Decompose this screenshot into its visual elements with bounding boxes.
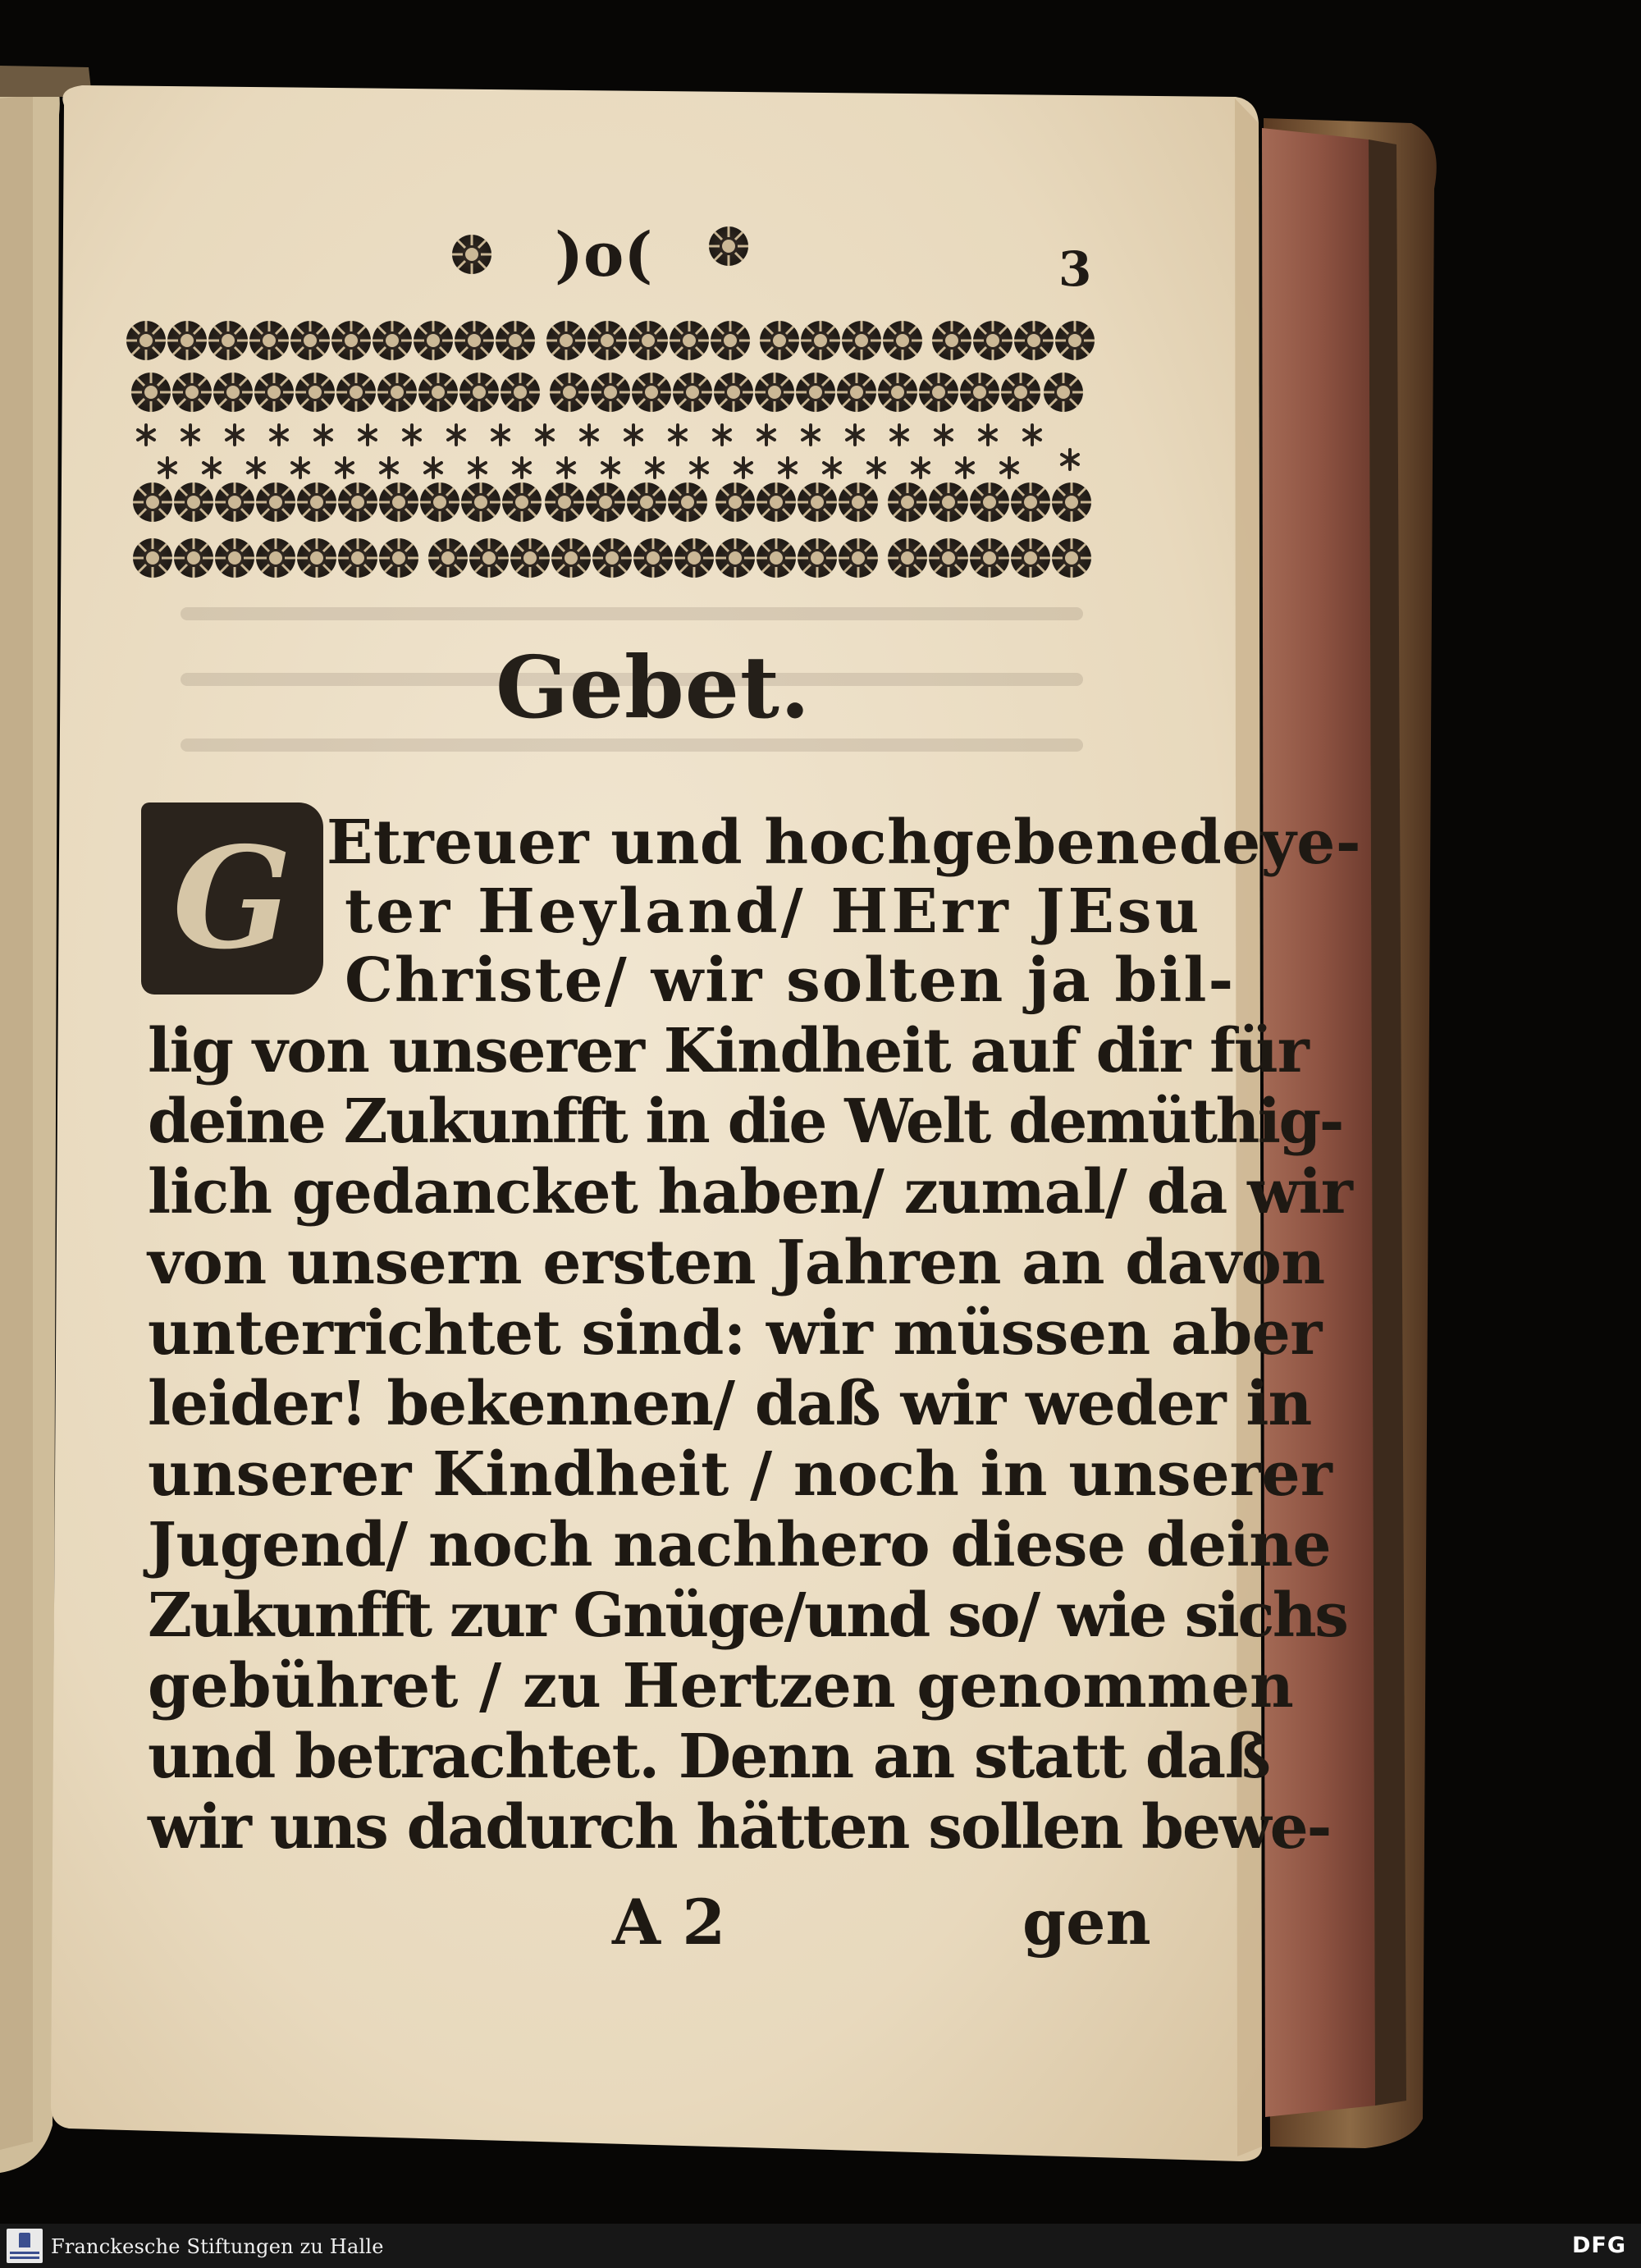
institution-logo-icon [7,2229,43,2263]
body-line-15: wir uns dadurch hätten sollen bewe- [148,1792,1331,1863]
ornament-row-rosettes-4 [133,538,1091,578]
body-line-3: Christe/ wir solten ja bil- [345,945,1236,1016]
footer-institution: Franckesche Stiftungen zu Halle [51,2235,384,2258]
ornament-row-rosettes-1 [126,321,1095,360]
body-line-6: lich gedancket haben/ zumal/ da wir [148,1157,1352,1228]
drop-cap-letter: G [172,816,292,981]
page-title: Gebet. [496,637,811,738]
body-line-1: Etreuer und hochgebenedeye- [327,807,1362,878]
body-line-12: Zukunfft zur Gnüge/und so/ wie sichs [148,1580,1347,1651]
left-page-shadow [0,95,33,2150]
drop-cap-initial [141,802,323,995]
head-ornament-rosette-right [709,226,748,266]
footer-bar [0,2224,1641,2268]
signature-mark: A 2 [612,1886,726,1959]
body-line-11: Jugend/ noch nachhero diese deine [148,1510,1332,1580]
body-line-14: und betrachtet. Denn an statt daß [148,1722,1270,1792]
ornament-row-rosettes-3 [133,482,1091,522]
footer-brand: DFG [1571,2233,1626,2258]
head-ornament-rosette-left [452,235,491,274]
body-line-4: lig von unserer Kindheit auf dir für [148,1016,1309,1086]
catchword: gen [1022,1886,1151,1959]
body-line-9: leider! bekennen/ daß wir weder in [148,1369,1312,1439]
page-number: 3 [1058,241,1092,297]
body-line-2: ter Heyland/ HErr JEsu [345,876,1203,947]
ornament-row-rosettes-2 [131,373,1083,412]
body-line-10: unserer Kindheit / noch in unserer [148,1439,1332,1510]
body-line-7: von unsern ersten Jahren an davon [148,1228,1325,1298]
body-line-13: gebühret / zu Hertzen genommen [148,1651,1294,1722]
body-line-5: deine Zukunfft in die Welt demüthig- [148,1086,1342,1157]
body-line-8: unterrichtet sind: wir müssen aber [148,1298,1322,1369]
head-ornament-braces: )o( [555,220,653,290]
